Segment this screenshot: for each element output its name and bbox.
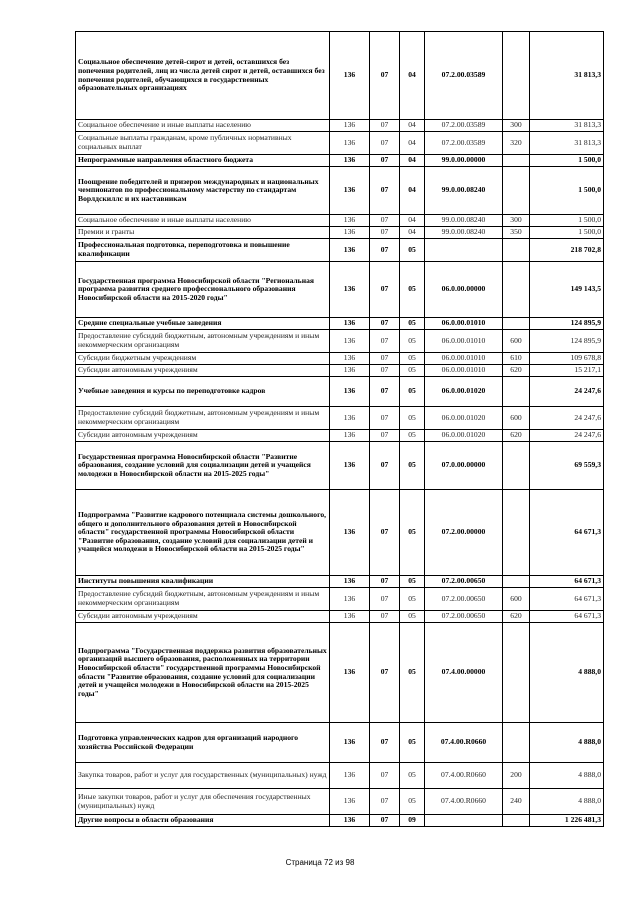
cell-subsection-code: 05 [400,407,425,430]
table-row [76,789,604,815]
cell-expense-type: 350 [503,227,530,239]
table-row [76,763,604,789]
cell-target-article: 06.0.00.01010 [425,365,503,377]
cell-ministry-code: 136 [330,155,370,167]
cell-amount: 69 559,3 [530,442,604,490]
table-row [76,623,604,723]
cell-ministry-code: 136 [330,588,370,611]
cell-target-article: 06.0.00.01020 [425,377,503,407]
cell-ministry-code: 136 [330,353,370,365]
cell-amount: 218 702,8 [530,239,604,262]
cell-subsection-code: 05 [400,588,425,611]
cell-name: Социальное обеспечение и иные выплаты населению [76,120,330,132]
cell-subsection-code: 05 [400,430,425,442]
cell-name: Предоставление субсидий бюджетным, автономным учреждениям и иным некоммерческим организациям [76,407,330,430]
cell-target-article: 07.0.00.00000 [425,442,503,490]
cell-target-article: 07.2.00.03589 [425,120,503,132]
cell-ministry-code: 136 [330,611,370,623]
cell-ministry-code: 136 [330,623,370,723]
cell-amount: 4 888,0 [530,763,604,789]
table-row [76,227,604,239]
cell-expense-type: 620 [503,611,530,623]
cell-amount: 124 895,9 [530,330,604,353]
cell-target-article: 06.0.00.01020 [425,407,503,430]
cell-subsection-code: 04 [400,132,425,155]
cell-expense-type [503,442,530,490]
cell-amount: 1 500,0 [530,167,604,215]
table-row [76,723,604,763]
cell-expense-type: 320 [503,132,530,155]
cell-amount: 64 671,3 [530,611,604,623]
cell-ministry-code: 136 [330,120,370,132]
cell-target-article: 99.0.00.08240 [425,215,503,227]
cell-subsection-code: 05 [400,330,425,353]
cell-section-code: 07 [370,353,400,365]
cell-section-code: 07 [370,723,400,763]
cell-section-code: 07 [370,132,400,155]
cell-section-code: 07 [370,120,400,132]
cell-section-code: 07 [370,763,400,789]
cell-target-article: 07.2.00.00000 [425,490,503,576]
cell-expense-type: 200 [503,763,530,789]
cell-expense-type [503,723,530,763]
cell-name: Другие вопросы в области образования [76,815,330,827]
cell-name: Институты повышения квалификации [76,576,330,588]
cell-subsection-code: 05 [400,377,425,407]
cell-expense-type: 300 [503,120,530,132]
cell-name: Подпрограмма "Государственная поддержка развития образовательных организаций высшего образования, расположенных на территории Новосибирской области" государственной программы Новосибирской области "Развитие образования, создание условий для социализации детей и учащейся молодежи в Новосибирской области на 2015-2025 годы" [76,623,330,723]
cell-section-code: 07 [370,262,400,318]
cell-section-code: 07 [370,155,400,167]
cell-amount: 4 888,0 [530,723,604,763]
cell-target-article: 07.2.00.00650 [425,576,503,588]
cell-target-article: 07.4.00.R0660 [425,789,503,815]
cell-section-code: 07 [370,588,400,611]
cell-target-article: 07.2.00.03589 [425,32,503,120]
cell-name: Предоставление субсидий бюджетным, автономным учреждениям и иным некоммерческим организациям [76,330,330,353]
cell-subsection-code: 05 [400,365,425,377]
cell-ministry-code: 136 [330,789,370,815]
cell-section-code: 07 [370,227,400,239]
cell-subsection-code: 04 [400,120,425,132]
cell-ministry-code: 136 [330,132,370,155]
cell-section-code: 07 [370,365,400,377]
cell-amount: 149 143,5 [530,262,604,318]
cell-amount: 24 247,6 [530,377,604,407]
cell-amount: 64 671,3 [530,576,604,588]
cell-ministry-code: 136 [330,167,370,215]
cell-expense-type [503,155,530,167]
cell-subsection-code: 04 [400,155,425,167]
cell-ministry-code: 136 [330,442,370,490]
cell-section-code: 07 [370,623,400,723]
table-row [76,239,604,262]
table-row [76,377,604,407]
cell-section-code: 07 [370,377,400,407]
cell-ministry-code: 136 [330,815,370,827]
cell-expense-type: 620 [503,430,530,442]
cell-ministry-code: 136 [330,377,370,407]
cell-ministry-code: 136 [330,430,370,442]
cell-ministry-code: 136 [330,239,370,262]
cell-section-code: 07 [370,215,400,227]
cell-expense-type [503,318,530,330]
cell-expense-type [503,32,530,120]
cell-target-article: 07.2.00.00650 [425,588,503,611]
cell-amount: 15 217,1 [530,365,604,377]
table-row [76,155,604,167]
cell-amount: 1 500,0 [530,155,604,167]
table-row [76,32,604,120]
cell-amount: 31 813,3 [530,120,604,132]
table-body [76,32,604,827]
cell-target-article: 06.0.00.01020 [425,430,503,442]
cell-target-article: 07.2.00.03589 [425,132,503,155]
cell-target-article: 07.4.00.R0660 [425,723,503,763]
cell-subsection-code: 05 [400,723,425,763]
cell-target-article: 06.0.00.01010 [425,330,503,353]
cell-subsection-code: 05 [400,239,425,262]
cell-amount: 24 247,6 [530,407,604,430]
cell-target-article: 06.0.00.01010 [425,353,503,365]
cell-name: Государственная программа Новосибирской области "Развитие образования, создание условий для социализации детей и учащейся молодежи в Новосибирской области на 2015-2025 годы" [76,442,330,490]
table-row [76,407,604,430]
cell-section-code: 07 [370,407,400,430]
cell-ministry-code: 136 [330,330,370,353]
table-row [76,576,604,588]
cell-name: Субсидии автономным учреждениям [76,611,330,623]
cell-ministry-code: 136 [330,365,370,377]
cell-expense-type [503,490,530,576]
cell-name: Премии и гранты [76,227,330,239]
table-row [76,815,604,827]
cell-ministry-code: 136 [330,407,370,430]
cell-amount: 31 813,3 [530,32,604,120]
cell-amount: 4 888,0 [530,789,604,815]
cell-section-code: 07 [370,815,400,827]
cell-amount: 64 671,3 [530,588,604,611]
cell-expense-type [503,377,530,407]
cell-section-code: 07 [370,442,400,490]
cell-target-article: 07.2.00.00650 [425,611,503,623]
cell-subsection-code: 04 [400,227,425,239]
cell-name: Подпрограмма "Развитие кадрового потенциала системы дошкольного, общего и дополнительного образования детей в Новосибирской области" государственной программы Новосибирской области "Развитие образования, создание условий для социализации детей и учащейся молодежи в Новосибирской области на 2015-2025 годы" [76,490,330,576]
cell-name: Субсидии бюджетным учреждениям [76,353,330,365]
cell-subsection-code: 05 [400,262,425,318]
cell-amount: 24 247,6 [530,430,604,442]
cell-subsection-code: 05 [400,353,425,365]
budget-table [75,31,604,827]
table-row [76,365,604,377]
cell-expense-type: 600 [503,407,530,430]
cell-expense-type: 600 [503,588,530,611]
cell-amount: 64 671,3 [530,490,604,576]
cell-ministry-code: 136 [330,723,370,763]
cell-ministry-code: 136 [330,576,370,588]
cell-target-article: 99.0.00.08240 [425,167,503,215]
cell-target-article: 99.0.00.08240 [425,227,503,239]
cell-subsection-code: 09 [400,815,425,827]
cell-name: Субсидии автономным учреждениям [76,430,330,442]
cell-subsection-code: 05 [400,442,425,490]
cell-amount: 31 813,3 [530,132,604,155]
cell-section-code: 07 [370,32,400,120]
cell-ministry-code: 136 [330,227,370,239]
cell-name: Средние специальные учебные заведения [76,318,330,330]
cell-section-code: 07 [370,789,400,815]
cell-section-code: 07 [370,167,400,215]
cell-section-code: 07 [370,490,400,576]
cell-name: Непрограммные направления областного бюджета [76,155,330,167]
table-row [76,353,604,365]
cell-amount: 124 895,9 [530,318,604,330]
cell-name: Предоставление субсидий бюджетным, автономным учреждениям и иным некоммерческим организациям [76,588,330,611]
cell-name: Подготовка управленческих кадров для организаций народного хозяйства Российской Федерации [76,723,330,763]
cell-amount: 1 500,0 [530,227,604,239]
cell-target-article [425,239,503,262]
table-row [76,167,604,215]
table-row [76,490,604,576]
cell-expense-type [503,815,530,827]
cell-name: Профессиональная подготовка, переподготовка и повышение квалификации [76,239,330,262]
cell-section-code: 07 [370,330,400,353]
cell-expense-type [503,167,530,215]
cell-ministry-code: 136 [330,318,370,330]
cell-ministry-code: 136 [330,763,370,789]
cell-amount: 4 888,0 [530,623,604,723]
cell-subsection-code: 04 [400,167,425,215]
table-row [76,611,604,623]
table-row [76,330,604,353]
cell-expense-type [503,576,530,588]
cell-section-code: 07 [370,611,400,623]
table-row [76,430,604,442]
cell-ministry-code: 136 [330,262,370,318]
cell-target-article: 07.4.00.R0660 [425,763,503,789]
cell-section-code: 07 [370,239,400,262]
cell-subsection-code: 05 [400,576,425,588]
cell-subsection-code: 05 [400,789,425,815]
cell-expense-type [503,239,530,262]
cell-name: Учебные заведения и курсы по переподготовке кадров [76,377,330,407]
table-row [76,588,604,611]
cell-amount: 1 500,0 [530,215,604,227]
table-row [76,442,604,490]
cell-target-article: 06.0.00.01010 [425,318,503,330]
table-row [76,120,604,132]
cell-expense-type: 610 [503,353,530,365]
table-row [76,132,604,155]
cell-name: Социальное обеспечение и иные выплаты населению [76,215,330,227]
cell-name: Социальное обеспечение детей-сирот и детей, оставшихся без попечения родителей, лиц из числа детей сирот и детей, оставшихся без попечения родителей, обучающихся в государственных образовательных организациях [76,32,330,120]
cell-name: Иные закупки товаров, работ и услуг для обеспечения государственных (муниципальных) нужд [76,789,330,815]
cell-expense-type: 240 [503,789,530,815]
cell-name: Закупка товаров, работ и услуг для государственных (муниципальных) нужд [76,763,330,789]
cell-subsection-code: 05 [400,611,425,623]
cell-section-code: 07 [370,430,400,442]
cell-target-article: 06.0.00.00000 [425,262,503,318]
cell-subsection-code: 04 [400,32,425,120]
cell-subsection-code: 05 [400,490,425,576]
cell-name: Социальные выплаты гражданам, кроме публичных нормативных социальных выплат [76,132,330,155]
cell-amount: 1 226 481,3 [530,815,604,827]
cell-ministry-code: 136 [330,215,370,227]
cell-expense-type [503,623,530,723]
page-footer: Страница 72 из 98 [285,858,355,867]
cell-name: Государственная программа Новосибирской области "Региональная программа развития среднего профессионального образования Новосибирской области на 2015-2020 годы" [76,262,330,318]
cell-subsection-code: 05 [400,763,425,789]
cell-name: Поощрение победителей и призеров международных и национальных чемпионатов по профессиональному мастерству по стандартам Ворлдскиллс и их наставникам [76,167,330,215]
table-row [76,262,604,318]
cell-expense-type: 620 [503,365,530,377]
cell-target-article: 99.0.00.00000 [425,155,503,167]
cell-target-article: 07.4.00.00000 [425,623,503,723]
cell-subsection-code: 05 [400,623,425,723]
cell-ministry-code: 136 [330,490,370,576]
cell-subsection-code: 04 [400,215,425,227]
cell-target-article [425,815,503,827]
cell-section-code: 07 [370,576,400,588]
cell-subsection-code: 05 [400,318,425,330]
cell-section-code: 07 [370,318,400,330]
cell-amount: 109 678,8 [530,353,604,365]
cell-expense-type [503,262,530,318]
table-row [76,318,604,330]
cell-expense-type: 600 [503,330,530,353]
cell-name: Субсидии автономным учреждениям [76,365,330,377]
cell-ministry-code: 136 [330,32,370,120]
table-row [76,215,604,227]
cell-expense-type: 300 [503,215,530,227]
